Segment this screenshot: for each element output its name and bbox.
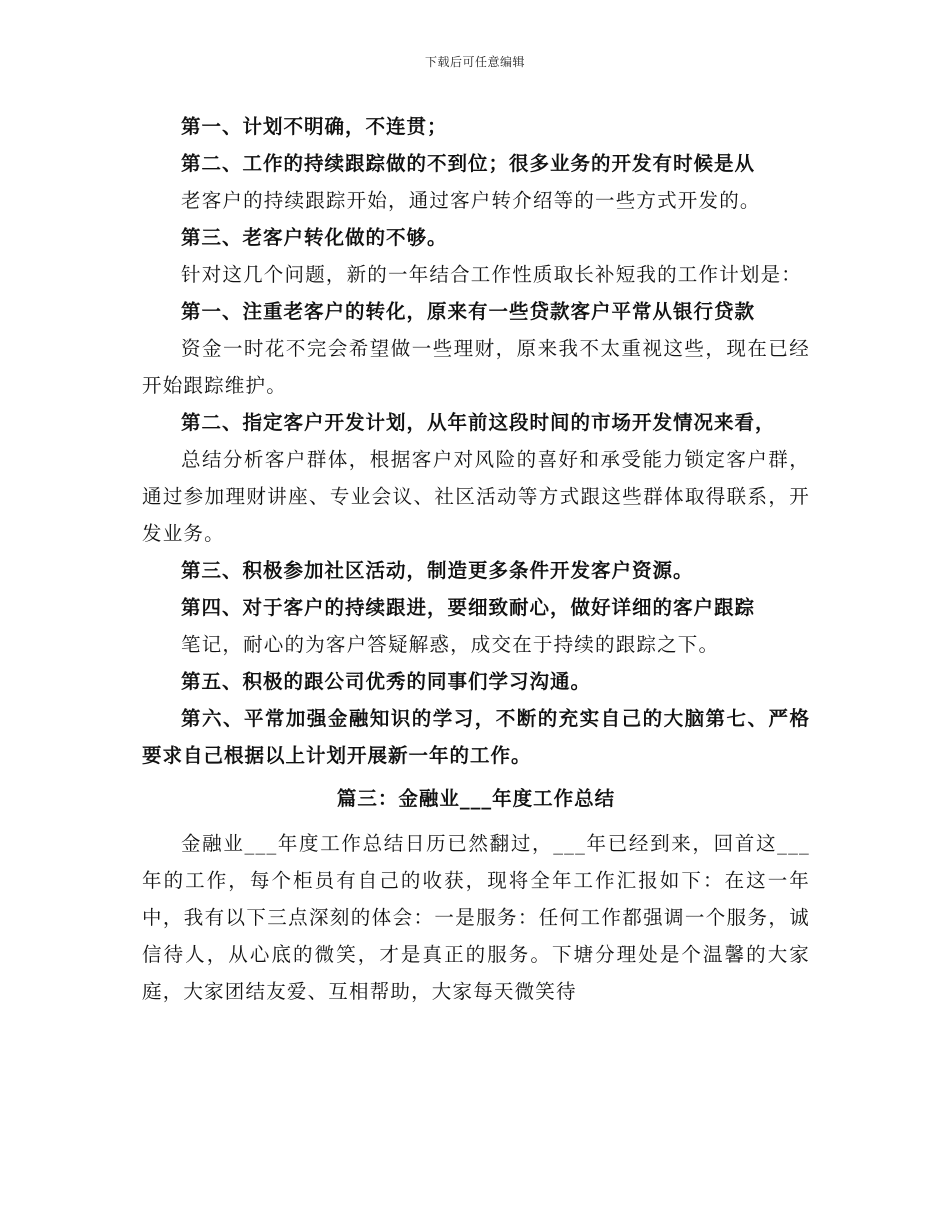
paragraph: 资金一时花不完会希望做一些理财，原来我不太重视这些，现在已经开始跟踪维护。 (142, 337, 810, 397)
document-body (142, 108, 810, 1010)
section-paragraph: 金融业___年度工作总结日历已然翻过，___年已经到来，回首这___年的工作，每个柜员有自己的收获，现将全年工作汇报如下：在这一年中，我有以下三点深刻的体会：一是服务：任何工作都强调一个服务，诚信待人，从心底的微笑，才是真正的服务。下塘分理处是个温馨的大家庭，大家团结友爱、互相帮助，大家每天微笑待 (142, 832, 810, 1003)
paragraph: 老客户的持续跟踪开始，通过客户转介绍等的一些方式开发的。 (181, 189, 761, 212)
paragraph: 第二、指定客户开发计划，从年前这段时间的市场开发情况来看， (181, 411, 776, 434)
section-title: 篇三：金融业___年度工作总结 (336, 787, 616, 810)
paragraph: 第四、对于客户的持续跟进，要细致耐心，做好详细的客户跟踪 (181, 596, 756, 619)
paragraph: 第一、计划不明确，不连贯； (181, 115, 448, 138)
paragraph: 第三、老客户转化做的不够。 (181, 226, 448, 249)
paragraph: 第三、积极参加社区活动，制造更多条件开发客户资源。 (181, 559, 694, 582)
paragraph: 第五、积极的跟公司优秀的同事们学习沟通。 (181, 670, 592, 693)
page-header: 下载后可任意编辑 (424, 55, 525, 69)
paragraph: 第六、平常加强金融知识的学习，不断的充实自己的大脑第七、严格要求自己根据以上计划开展新一年的工作。 (142, 707, 810, 767)
paragraph: 笔记，耐心的为客户答疑解惑，成交在于持续的跟踪之下。 (181, 633, 720, 656)
paragraph: 总结分析客户群体，根据客户对风险的喜好和承受能力锁定客户群，通过参加理财讲座、专业会议、社区活动等方式跟这些群体取得联系，开发业务。 (142, 448, 810, 545)
paragraph: 针对这几个问题，新的一年结合工作性质取长补短我的工作计划是： (181, 263, 803, 286)
paragraph: 第一、注重老客户的转化，原来有一些贷款客户平常从银行贷款 (181, 300, 756, 323)
paragraph: 第二、工作的持续跟踪做的不到位；很多业务的开发有时候是从 (181, 152, 756, 175)
